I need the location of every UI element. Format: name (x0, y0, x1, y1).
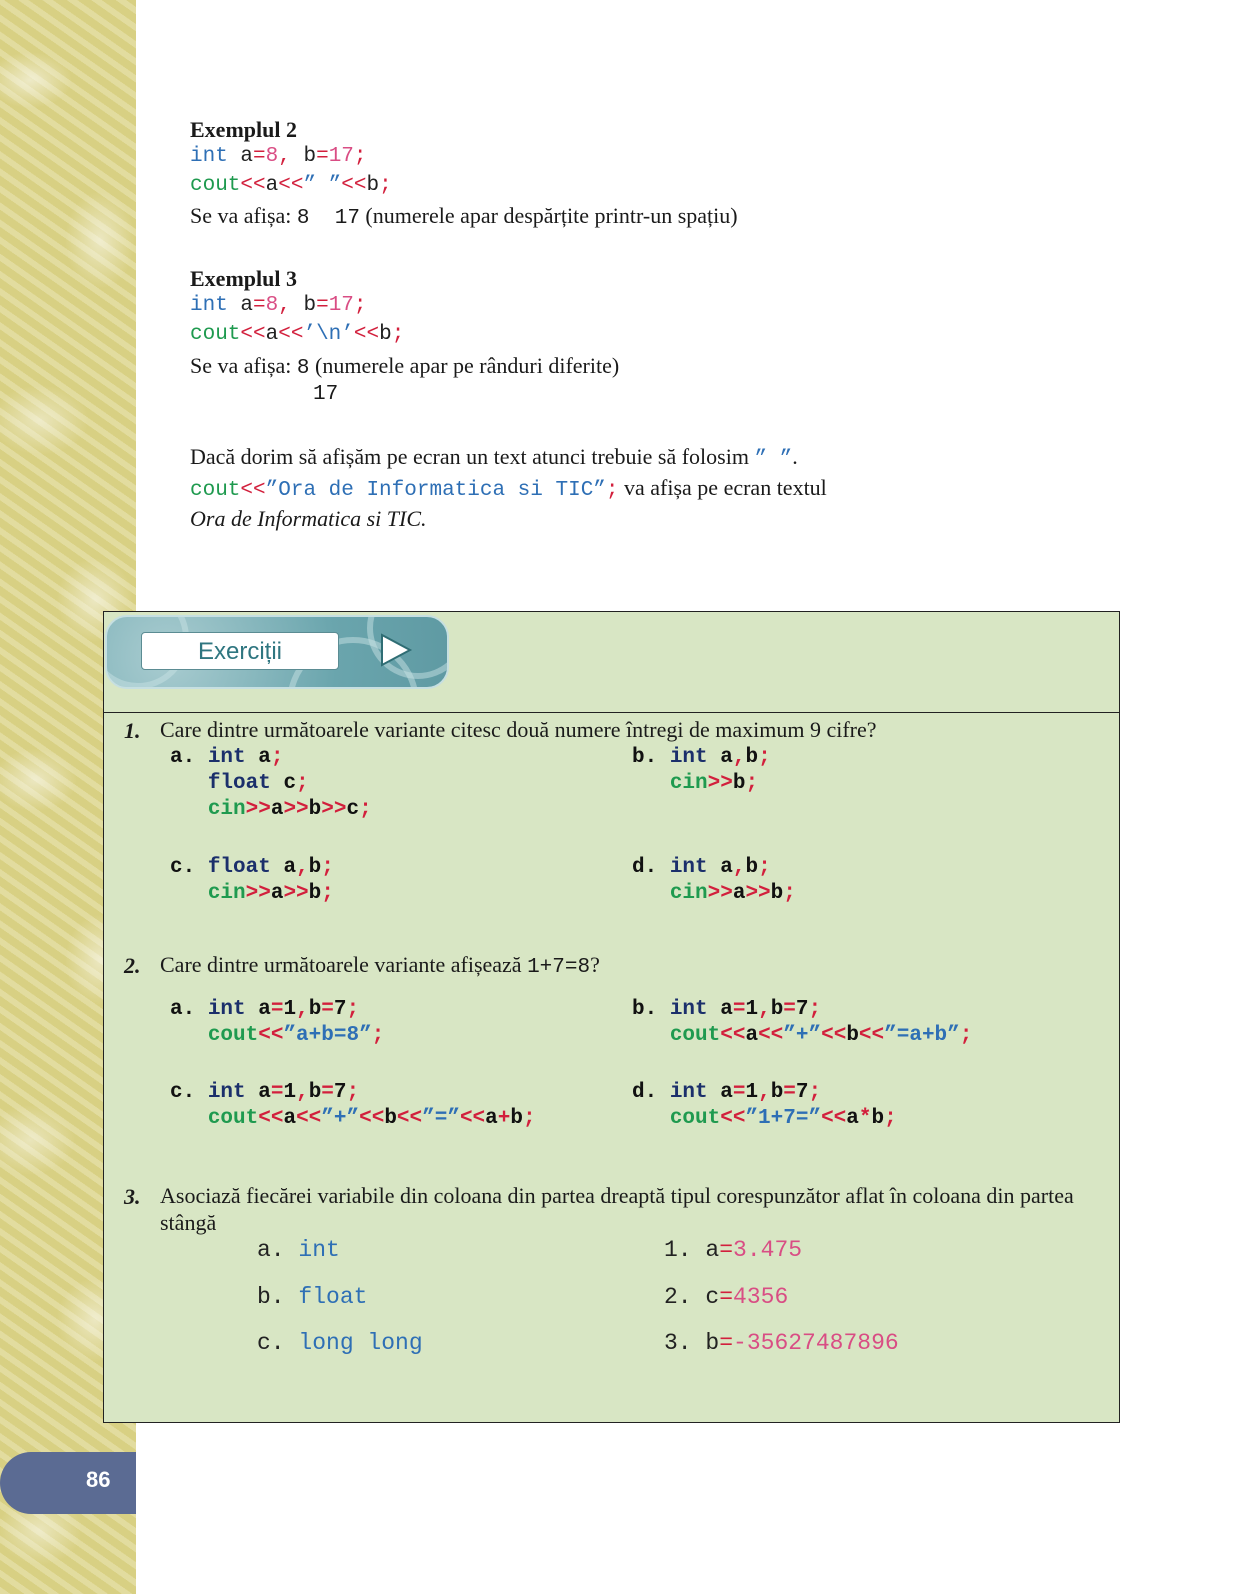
q3-right-item: 2. c=4356 (664, 1284, 789, 1310)
q2-text: Care dintre următoarele variante afișează 1+7=8? (160, 952, 600, 979)
q2-number: 2. (124, 953, 141, 978)
q1-option-b: b. int a,b; cin>>b; (632, 746, 771, 795)
q2-option-b: b. int a=1,b=7; cout<<a<<”+”<<b<<”=a+b”; (632, 998, 973, 1047)
q1-option-c: c. float a,b; cin>>a>>b; (170, 856, 334, 905)
text-note-sentence: Dacă dorim să afișăm pe ecran un text atunci trebuie să folosim ” ”. (190, 444, 798, 471)
q1-option-d: d. int a,b; cin>>a>>b; (632, 856, 796, 905)
example2-code-line1: int a=8, b=17; (190, 145, 367, 168)
q3-right-item: 1. a=3.475 (664, 1237, 803, 1263)
exercises-label: Exerciții (197, 638, 282, 665)
q3-left-item: c. long long (257, 1330, 423, 1356)
q1-option-a: a. int a; float c; cin>>a>>b>>c; (170, 746, 372, 821)
q2-option-c: c. int a=1,b=7; cout<<a<<”+”<<b<<”=”<<a+b; (170, 1081, 536, 1130)
q3-text-line2: stângă (160, 1210, 217, 1235)
example2-output: Se va afișa: 8 17 (numerele apar despărțite printr-un spațiu) (190, 203, 738, 230)
text-note-code: cout<<”Ora de Informatica si TIC”; va afișa pe ecran textul (190, 475, 827, 502)
text-note-italic: Ora de Informatica si TIC. (190, 506, 427, 531)
example3-code-line1: int a=8, b=17; (190, 294, 367, 317)
play-arrow-icon (378, 632, 414, 668)
example3-code-line2: cout<<a<<’\n’<<b; (190, 323, 405, 346)
example3-output: Se va afișa: 8 (numerele apar pe rânduri diferite) (190, 353, 620, 380)
q3-left-item: a. int (257, 1237, 340, 1263)
example2-code-line2: cout<<a<<” ”<<b; (190, 174, 392, 197)
example3-output-line2: 17 (313, 383, 339, 406)
q3-left-item: b. float (257, 1284, 368, 1310)
q3-number: 3. (124, 1184, 141, 1209)
q2-option-d: d. int a=1,b=7; cout<<”1+7=”<<a*b; (632, 1081, 897, 1130)
exercises-label-box (141, 632, 339, 670)
page-number: 86 (86, 1467, 111, 1492)
q1-text: Care dintre următoarele variante citesc două numere întregi de maximum 9 cifre? (160, 717, 877, 742)
q3-right-item: 3. b=-35627487896 (664, 1330, 899, 1356)
q2-option-a: a. int a=1,b=7; cout<<”a+b=8”; (170, 998, 385, 1047)
q3-text-line1: Asociază fiecărei variabile din coloana din partea dreaptă tipul corespunzător aflat în coloana din partea (160, 1183, 1074, 1208)
page-number-tab (0, 1452, 136, 1514)
q1-number: 1. (124, 718, 141, 743)
example3-title: Exemplul 3 (190, 266, 297, 291)
example2-title: Exemplul 2 (190, 117, 297, 142)
exercises-divider (103, 712, 1119, 713)
